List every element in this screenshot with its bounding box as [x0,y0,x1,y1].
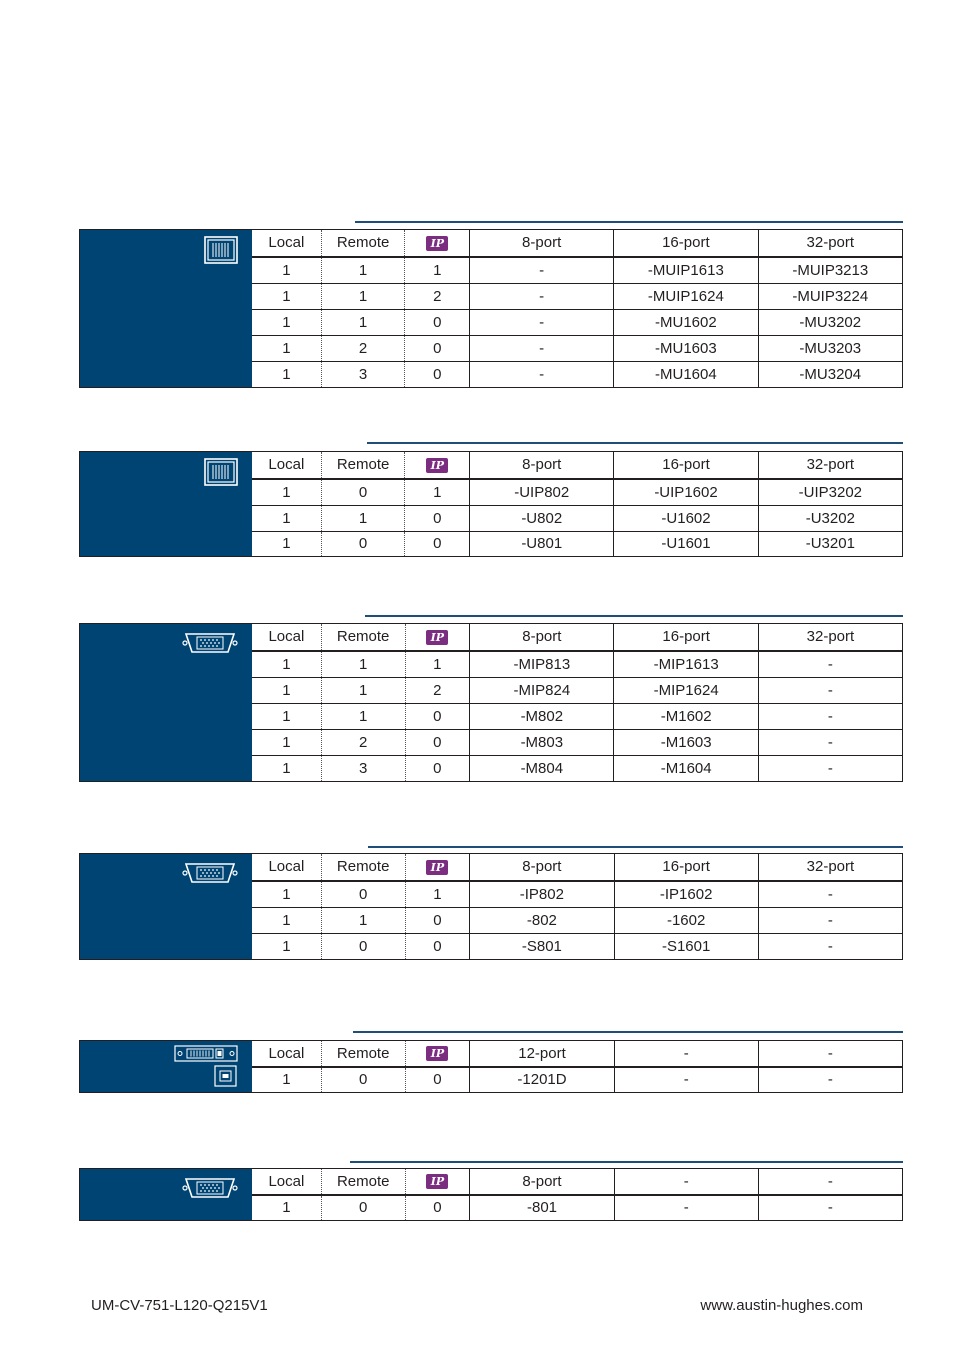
cell: 3 [321,362,405,387]
cell: 1 [282,535,291,553]
cell: - [758,756,902,781]
cell: -UIP1602 [614,479,758,506]
table-row [252,1067,902,1092]
vga-port-icon [182,632,238,654]
header-ip [405,452,470,479]
cell: -MU3204 [758,362,902,387]
cell: - [470,257,614,284]
header-col-b: 16-port [614,452,758,479]
header-local: Local [252,1169,321,1195]
cell: -IP802 [470,881,614,908]
section-rule [350,1161,903,1163]
ip-badge-icon: IP [426,236,448,251]
cell: 0 [405,336,470,362]
table-row [252,651,902,678]
cell: 0 [321,934,405,959]
header-col-b: - [614,1169,758,1195]
cell: -MU1602 [614,310,758,336]
cell: -U3202 [758,505,902,531]
table-row [252,310,902,336]
section-rule [365,615,903,617]
cell: - [758,730,902,756]
table-row [252,908,902,934]
cat5-port-icon [204,458,238,486]
side-panel [80,452,252,556]
vga-port-icon [182,862,238,884]
footer-website: www.austin-hughes.com [700,1297,863,1314]
side-panel [80,624,252,781]
cell: 0 [321,1067,405,1092]
cell: 1 [321,704,405,730]
model-table [252,230,902,387]
header-ip [405,854,470,881]
cell: -MU1603 [614,336,758,362]
cell: - [758,908,902,934]
header-local: Local [252,624,321,651]
cell: -M804 [470,756,614,781]
cell: 1 [282,938,291,956]
cell: - [758,651,902,678]
cell: 0 [405,730,470,756]
cell: -MIP824 [470,678,614,704]
model-table-block [79,451,903,557]
cell: 1 [252,479,321,506]
table-row [252,531,902,556]
table-header-row [252,1169,902,1195]
table-row [252,284,902,310]
cell: 0 [321,881,405,908]
ip-badge-icon: IP [426,630,448,645]
cell: 0 [405,1067,470,1092]
table-row [252,505,902,531]
cell: -S801 [470,934,614,959]
cell: - [758,1067,902,1092]
table-section-6 [79,1161,903,1221]
cell: 1 [321,908,405,934]
cell: -S1601 [614,934,758,959]
cell: 0 [405,756,470,781]
cell: 1 [252,678,321,704]
cell: 1 [405,881,470,908]
model-table-block [79,1168,903,1221]
cat5-port-icon [204,236,238,264]
table-row [252,678,902,704]
header-col-a: 8-port [470,230,614,257]
cell: 1 [252,284,321,310]
table-section-5 [79,1031,903,1093]
cell: -M1603 [614,730,758,756]
table-section-3 [79,615,903,782]
cell: 0 [405,362,470,387]
header-col-c: - [758,1041,902,1067]
table-section-2 [79,442,903,557]
cell: 1 [282,366,291,384]
cell: 2 [405,284,470,310]
cell: 1 [321,310,405,336]
cell: 1 [252,651,321,678]
cell: -M1604 [614,756,758,781]
cell: 0 [321,479,405,506]
header-local: Local [252,230,321,257]
model-table [252,1169,902,1220]
table-row [252,934,902,959]
table-row [252,257,902,284]
ip-badge-icon: IP [426,1174,448,1189]
cell: 1 [321,678,405,704]
side-panel [80,1169,252,1220]
cell: 0 [321,1195,405,1220]
cell: -U3201 [758,531,902,556]
cell: -U1601 [614,531,758,556]
header-local: Local [252,1041,321,1067]
cell: - [758,678,902,704]
header-remote: Remote [321,1169,405,1195]
header-col-b: 16-port [614,230,758,257]
section-rule [353,1031,903,1033]
cell: 1 [321,284,405,310]
cell: - [614,1195,758,1220]
cell: -802 [470,908,614,934]
model-table-block [79,1040,903,1093]
header-ip [405,624,470,651]
cell: 1 [282,1071,291,1089]
footer-doc-code: UM-CV-751-L120-Q215V1 [91,1297,268,1314]
cell: - [470,336,614,362]
header-col-a: 8-port [470,624,614,651]
cell: - [758,1195,902,1220]
cell: 2 [321,336,405,362]
cell: 0 [405,531,470,556]
header-col-a: 8-port [470,452,614,479]
cell: - [470,310,614,336]
cell: 1 [405,651,470,678]
model-table [252,1041,902,1092]
cell: - [470,284,614,310]
header-col-c: 32-port [758,452,902,479]
header-col-b: 16-port [614,854,758,881]
ip-badge-icon: IP [426,1046,448,1061]
header-remote: Remote [321,1041,405,1067]
side-panel [80,854,252,959]
table-section-4 [79,846,903,960]
table-row [252,704,902,730]
table-header-row [252,854,902,881]
cell: -MU3202 [758,310,902,336]
table-row [252,881,902,908]
cell: 0 [405,704,470,730]
header-col-a: 12-port [470,1041,614,1067]
cell: -MUIP1613 [614,257,758,284]
cell: 1 [252,336,321,362]
cell: 1 [252,310,321,336]
model-table [252,854,902,959]
side-panel [80,1041,252,1092]
ip-badge-icon: IP [426,860,448,875]
header-col-c: 32-port [758,230,902,257]
vga-port-icon [182,1177,238,1199]
table-row [252,1195,902,1220]
cell: -MUIP1624 [614,284,758,310]
cell: - [758,881,902,908]
model-table-block [79,623,903,782]
dvi-usb-port-icon [174,1045,238,1087]
cell: - [470,362,614,387]
table-header-row [252,624,902,651]
cell: -U802 [470,505,614,531]
header-remote: Remote [321,854,405,881]
header-remote: Remote [321,230,405,257]
cell: -UIP3202 [758,479,902,506]
header-local: Local [252,452,321,479]
header-col-c: 32-port [758,624,902,651]
cell: - [614,1067,758,1092]
cell: 0 [405,505,470,531]
cell: -MUIP3224 [758,284,902,310]
ip-badge-icon: IP [426,458,448,473]
table-row [252,730,902,756]
cell: -MIP813 [470,651,614,678]
cell: 1 [252,505,321,531]
header-ip [405,1169,470,1195]
cell: -U801 [470,531,614,556]
header-remote: Remote [321,624,405,651]
table-row [252,362,902,387]
cell: -U1602 [614,505,758,531]
cell: -MIP1613 [614,651,758,678]
cell: 3 [321,756,405,781]
header-col-a: 8-port [470,854,614,881]
cell: 0 [405,934,470,959]
cell: 1 [405,257,470,284]
header-col-b: 16-port [614,624,758,651]
cell: 2 [405,678,470,704]
cell: -MU3203 [758,336,902,362]
cell: 1 [405,479,470,506]
cell: 1 [321,505,405,531]
cell: -801 [470,1195,614,1220]
table-header-row [252,1041,902,1067]
header-col-b: - [614,1041,758,1067]
cell: - [758,704,902,730]
model-table [252,452,902,556]
table-header-row [252,230,902,257]
cell: 1 [282,1199,291,1217]
table-section-1 [79,221,903,388]
cell: 1 [321,651,405,678]
header-col-a: 8-port [470,1169,614,1195]
section-rule [355,221,903,223]
model-table [252,624,902,781]
cell: 1 [321,257,405,284]
model-table-block [79,853,903,960]
cell: 1 [252,730,321,756]
cell: 2 [321,730,405,756]
header-remote: Remote [321,452,405,479]
header-local: Local [252,854,321,881]
side-panel [80,230,252,387]
cell: -IP1602 [614,881,758,908]
header-ip [405,1041,470,1067]
cell: 1 [282,760,291,778]
cell: -M1602 [614,704,758,730]
cell: -MU1604 [614,362,758,387]
table-header-row [252,452,902,479]
cell: 1 [252,881,321,908]
table-row [252,336,902,362]
cell: -M802 [470,704,614,730]
table-row [252,479,902,506]
model-table-block [79,229,903,388]
cell: 1 [252,704,321,730]
header-col-c: 32-port [758,854,902,881]
cell: - [758,934,902,959]
header-col-c: - [758,1169,902,1195]
header-ip [405,230,470,257]
cell: -MIP1624 [614,678,758,704]
table-row [252,756,902,781]
cell: -1201D [470,1067,614,1092]
cell: -M803 [470,730,614,756]
cell: 0 [405,1195,470,1220]
cell: -1602 [614,908,758,934]
cell: 0 [405,310,470,336]
cell: -UIP802 [470,479,614,506]
section-rule [368,846,903,848]
cell: 0 [405,908,470,934]
cell: 0 [321,531,405,556]
cell: 1 [252,908,321,934]
cell: -MUIP3213 [758,257,902,284]
cell: 1 [252,257,321,284]
section-rule [367,442,903,444]
